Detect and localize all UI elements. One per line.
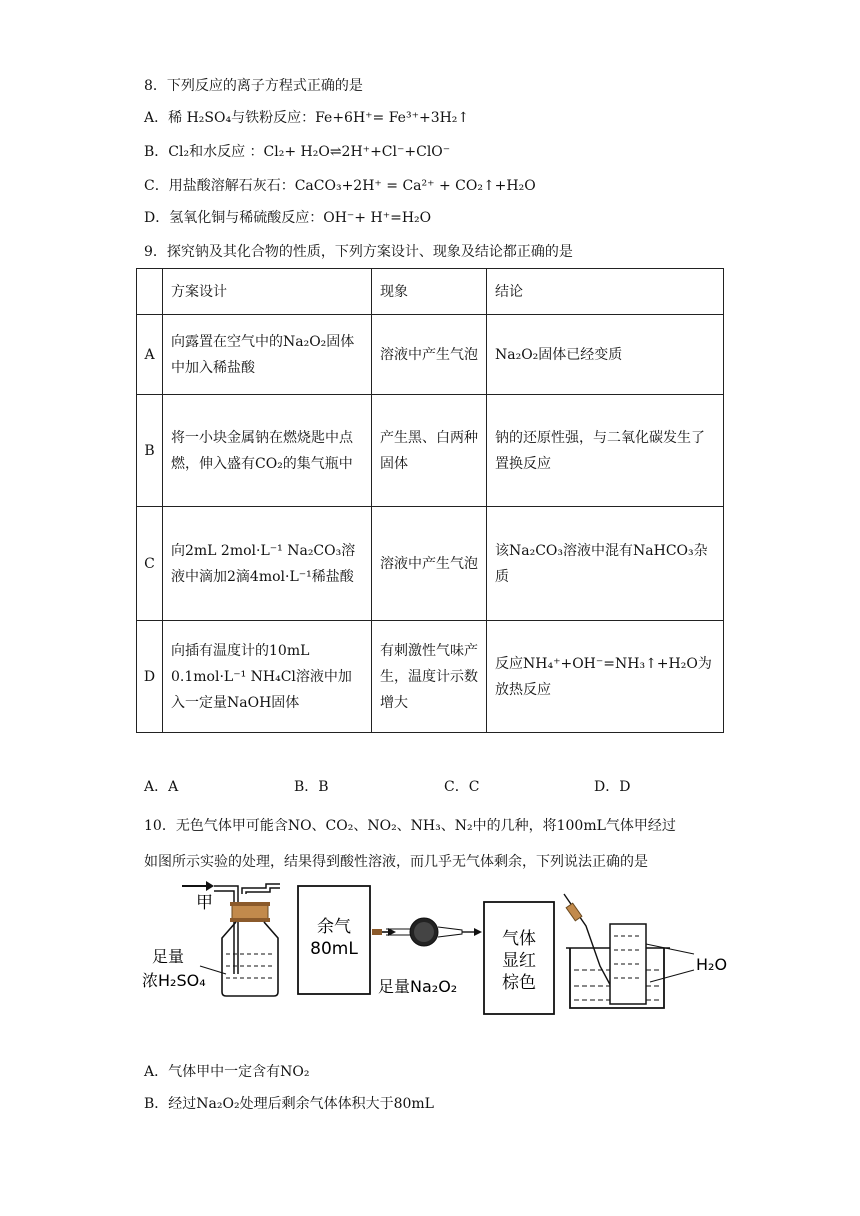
table-header-row (137, 269, 724, 315)
q10-stem-line1: 10．无色气体甲可能含NO、CO₂、NO₂、NH₃、N₂中的几种，将100mL气体甲经过 (144, 818, 676, 834)
gas-label: 甲 (196, 893, 213, 913)
residual-gas-label: 余气 (317, 917, 351, 937)
wash-bottle (214, 884, 280, 996)
table-header-cell: 结论 (487, 269, 724, 315)
q8-option-d (144, 208, 431, 228)
table-header-cell: 现象 (372, 269, 487, 315)
table-header-cell (137, 269, 163, 315)
q8-option-c (144, 176, 536, 196)
q9-option-a: A．A (144, 779, 179, 795)
q8-option-b-text: Cl₂和水反应 ：Cl₂+ H₂O⇌2H⁺+Cl⁻+ClO⁻ (168, 144, 451, 160)
q9-option-b: B．B (294, 779, 329, 795)
residual-gas-volume: 80mL (310, 939, 358, 959)
water-trough (564, 894, 694, 1008)
water-label: H₂O (696, 955, 728, 974)
table-row (137, 315, 724, 395)
conclusion-cell: 该Na₂CO₃溶液中混有NaHCO₃杂质 (487, 507, 724, 621)
table-row (137, 621, 724, 733)
row-label: D (137, 621, 163, 733)
phenomenon-cell: 有刺激性气味产生，温度计示数增大 (372, 621, 487, 733)
brown-gas-line2: 显红 (502, 951, 536, 971)
na2o2-label: 足量Na₂O₂ (378, 977, 458, 996)
table-row (137, 395, 724, 507)
phenomenon-cell: 溶液中产生气泡 (372, 315, 487, 395)
row-label: B (137, 395, 163, 507)
q10-stem-line2: 如图所示实验的处理，结果得到酸性溶液，而几乎无气体剩余，下列说法正确的是 (144, 854, 648, 870)
acid-label-name: 浓H₂SO₄ (142, 971, 206, 990)
row-label: A (137, 315, 163, 395)
q8-option-b (144, 142, 450, 162)
q10-option-a: A．气体甲中一定含有NO₂ (144, 1064, 310, 1080)
design-cell: 向露置在空气中的Na₂O₂固体中加入稀盐酸 (163, 315, 372, 395)
brown-gas-line1: 气体 (502, 929, 536, 949)
q9-table (136, 268, 724, 733)
q8-option-b-label: B． (144, 144, 169, 160)
q10-apparatus-diagram (140, 874, 740, 1022)
gas-inlet-arrow (182, 881, 214, 891)
brown-gas-line3: 棕色 (502, 973, 536, 993)
q8-option-a-label: A．稀 (144, 110, 183, 126)
q8-option-a (144, 108, 469, 128)
q9-option-d: D．D (594, 779, 631, 795)
table-row (137, 507, 724, 621)
q8-stem: 8．下列反应的离子方程式正确的是 (144, 78, 363, 94)
conclusion-cell: 反应NH₄⁺+OH⁻=NH₃↑+H₂O为放热反应 (487, 621, 724, 733)
design-cell: 将一小块金属钠在燃烧匙中点燃，伸入盛有CO₂的集气瓶中 (163, 395, 372, 507)
q10-option-b: B．经过Na₂O₂处理后剩余气体体积大于80mL (144, 1096, 434, 1112)
acid-label-amount: 足量 (152, 947, 185, 966)
conclusion-cell: 钠的还原性强，与二氧化碳发生了置换反应 (487, 395, 724, 507)
row-label: C (137, 507, 163, 621)
q9-stem: 9．探究钠及其化合物的性质，下列方案设计、现象及结论都正确的是 (144, 244, 573, 260)
phenomenon-cell: 溶液中产生气泡 (372, 507, 487, 621)
q9-option-c: C．C (444, 779, 480, 795)
q8-option-a-text: H₂SO₄与铁粉反应：Fe+6H⁺= Fe³⁺+3H₂↑ (186, 110, 470, 126)
design-cell: 向2mL 2mol·L⁻¹ Na₂CO₃溶液中滴加2滴4mol·L⁻¹稀盐酸 (163, 507, 372, 621)
table-header-cell: 方案设计 (163, 269, 372, 315)
conclusion-cell: Na₂O₂固体已经变质 (487, 315, 724, 395)
q8-option-c-text: 用盐酸溶解石灰石：CaCO₃+2H⁺ = Ca²⁺ + CO₂↑+H₂O (168, 178, 536, 194)
q9-options (144, 776, 704, 796)
q8-option-d-text: 氢氧化铜与稀硫酸反应：OH⁻+ H⁺=H₂O (169, 210, 432, 226)
q8-option-d-label: D． (144, 210, 170, 226)
phenomenon-cell: 产生黑、白两种固体 (372, 395, 487, 507)
design-cell: 向插有温度计的10mL 0.1mol·L⁻¹ NH₄Cl溶液中加入一定量NaOH固体 (163, 621, 372, 733)
q8-option-c-label: C． (144, 178, 169, 194)
